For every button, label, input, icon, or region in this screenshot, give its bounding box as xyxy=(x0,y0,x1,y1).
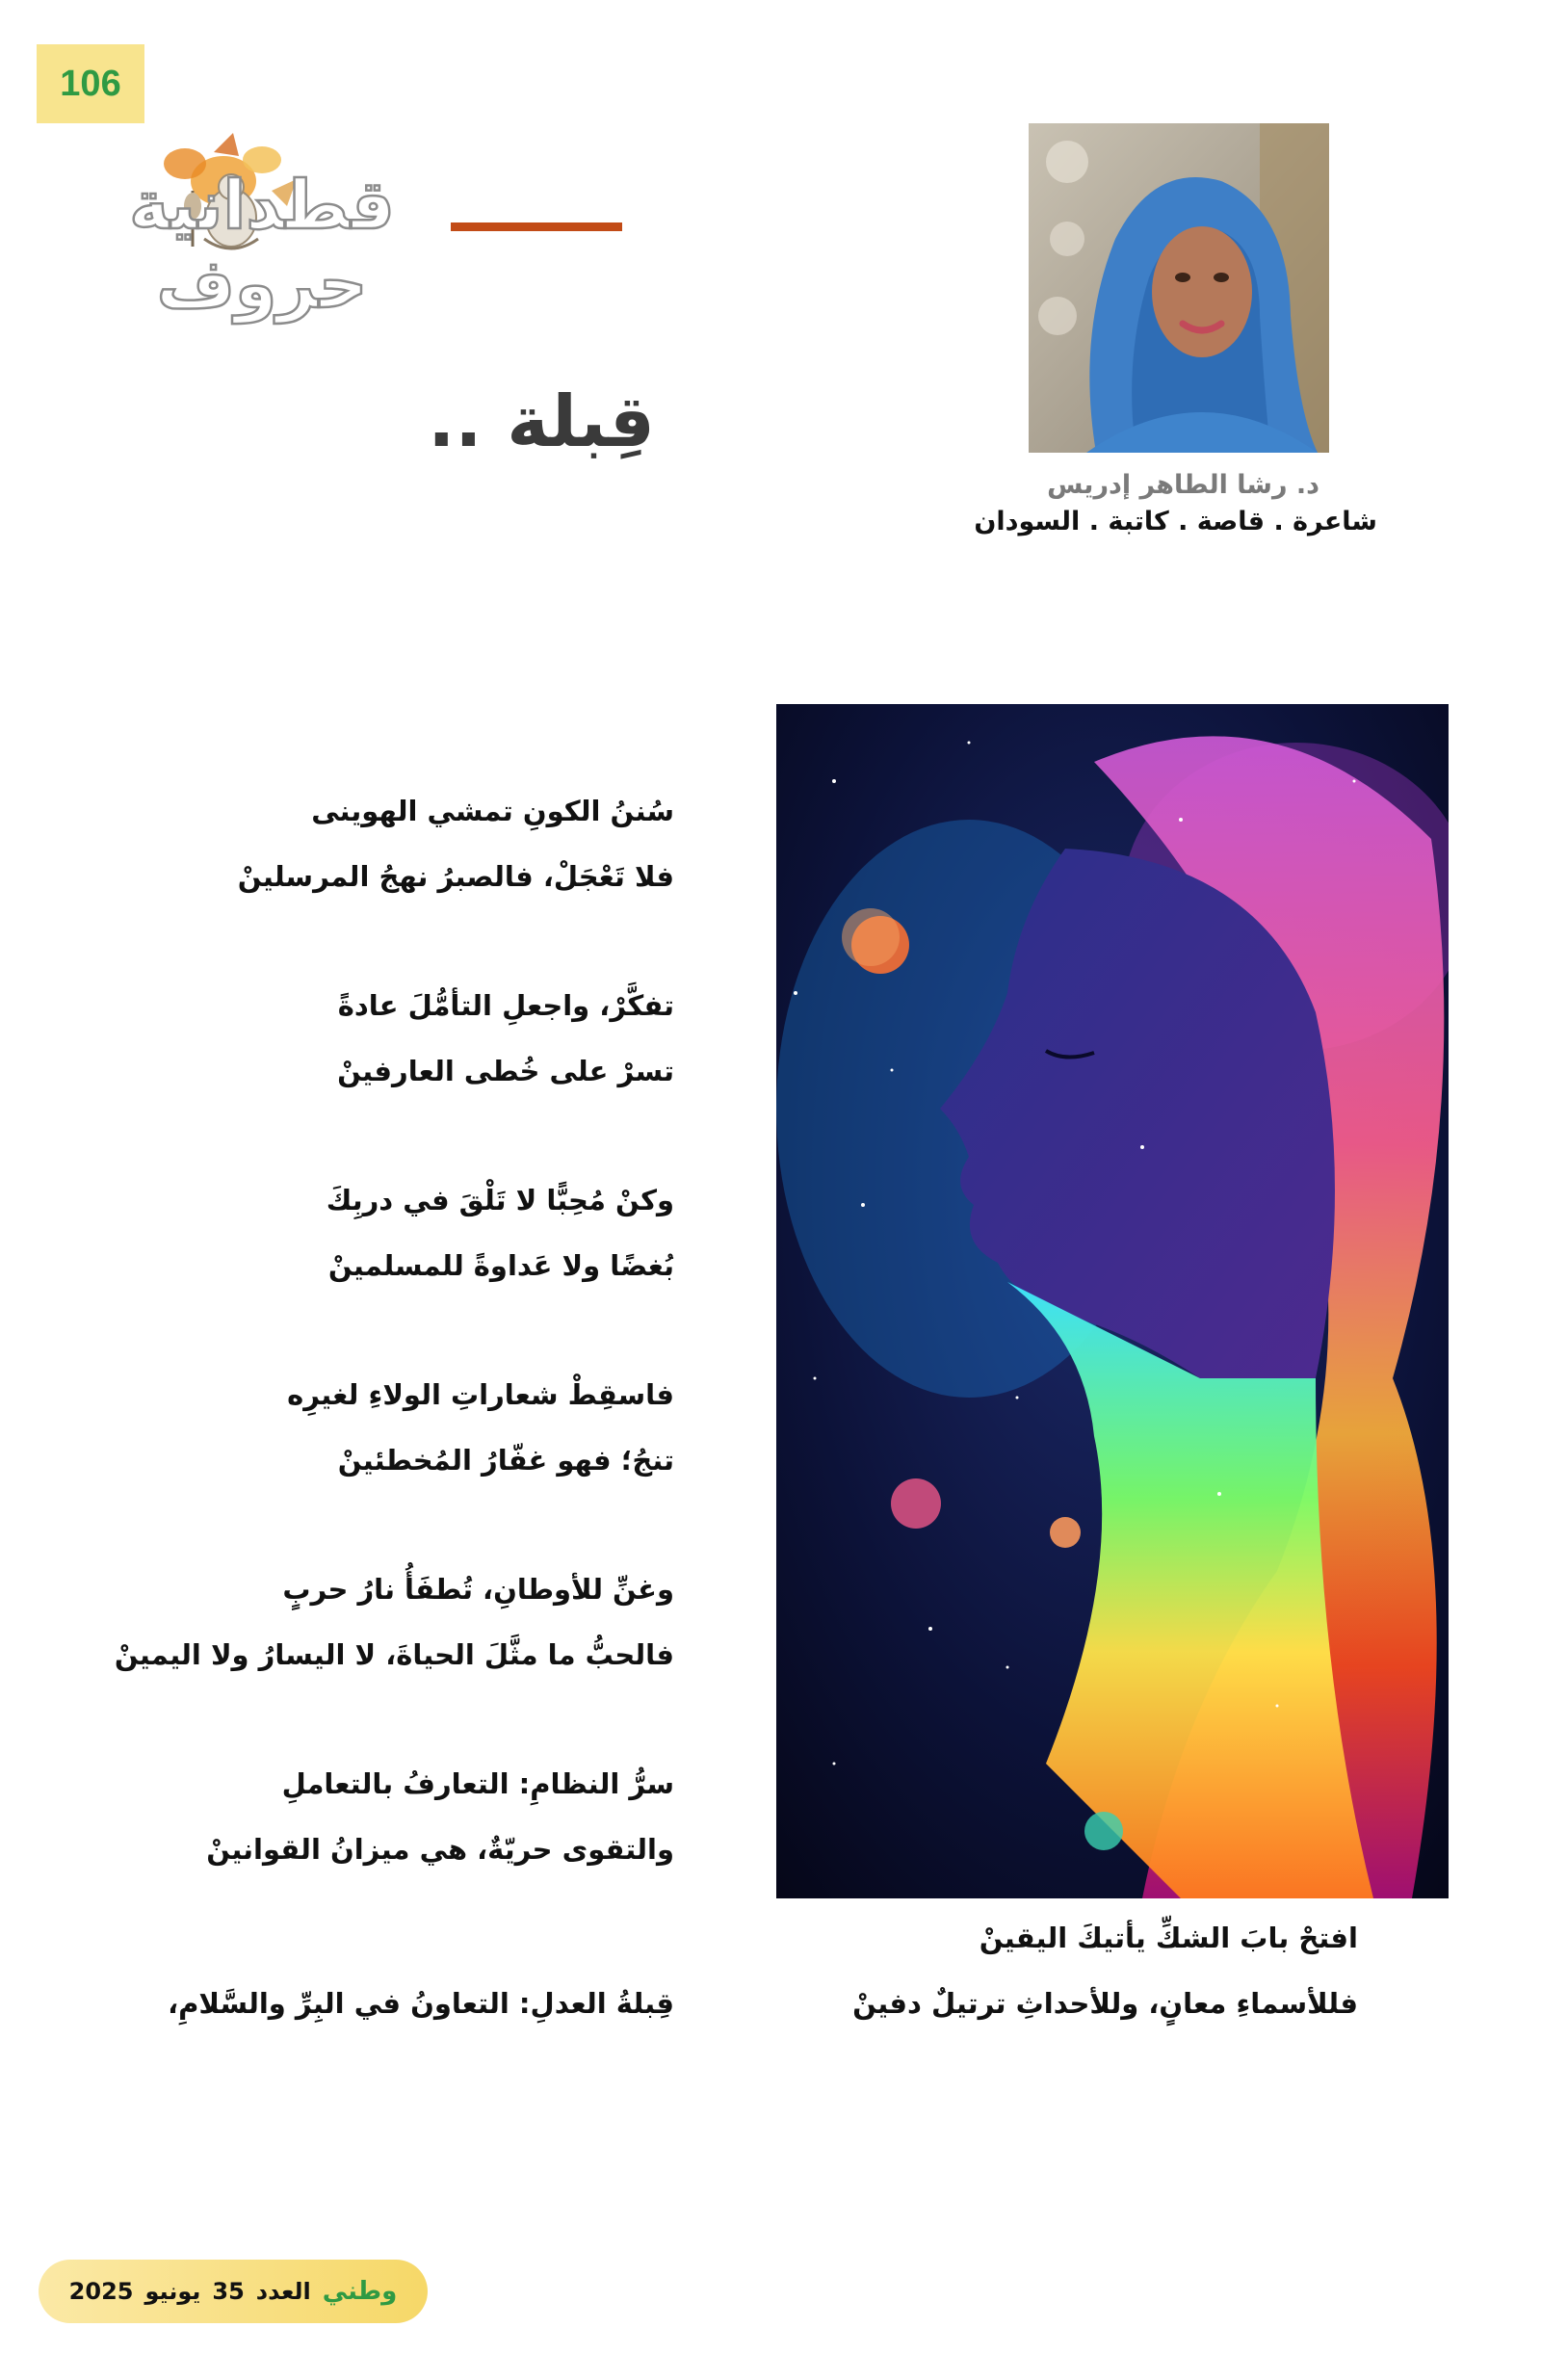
poem-line: فالحبُّ ما مثَّلَ الحياةَ، لا اليسارُ ولا اليمينْ xyxy=(114,1638,674,1671)
issue-year: 2025 xyxy=(68,2278,134,2305)
issue-number: 35 xyxy=(212,2278,245,2305)
poem-line: فلا تَعْجَلْ، فالصبرُ نهجُ المرسلينْ xyxy=(237,860,674,893)
author-bio: شاعرة . قاصة . كاتبة . السودان xyxy=(974,507,1377,536)
poem-line: والتقوى حريّةٌ، هي ميزانُ القوانينْ xyxy=(206,1833,674,1866)
magazine-name: وطني xyxy=(322,2277,398,2306)
poem-body xyxy=(114,778,674,1946)
stanza xyxy=(144,1167,674,1298)
poem-line: وكنْ مُحِبًّا لا تَلْقَ في دربِكَ xyxy=(326,1184,674,1216)
stanza xyxy=(144,778,674,909)
section-logo xyxy=(69,123,435,324)
poem-line: وغنِّ للأوطانِ، تُطفَأُ نارُ حربٍ xyxy=(282,1573,674,1606)
stanza xyxy=(144,1751,674,1882)
poem-right-stanza xyxy=(848,1905,1358,2036)
stanza xyxy=(144,973,674,1104)
issue-label: العدد xyxy=(255,2278,311,2305)
author-name: د. رشا الطاهر إدريس xyxy=(1047,470,1319,500)
stanza xyxy=(114,1556,674,1687)
poem-line: بُغضًا ولا عَداوةً للمسلمينْ xyxy=(327,1249,674,1282)
poem-line: سُننُ الكونِ تمشي الهوينى xyxy=(311,795,674,827)
poem-line: تسرْ على خُطى العارفينْ xyxy=(337,1055,674,1087)
section-divider xyxy=(451,222,622,231)
issue-month: يونيو xyxy=(144,2278,201,2305)
issue-footer xyxy=(39,2260,428,2323)
poem-last-line xyxy=(144,1971,674,2036)
poem-line: سرُّ النظامِ: التعارفُ بالتعاملِ xyxy=(281,1767,674,1800)
page-title: قِبلة .. xyxy=(428,380,655,463)
section-logo-text: قطدانية حروف xyxy=(129,166,395,324)
poem-line: فللأسماءِ معانٍ، وللأحداثِ ترتيلٌ دفينْ xyxy=(852,1987,1358,2020)
poem-line: فاسقِطْ شعاراتِ الولاءِ لغيرِه xyxy=(287,1378,674,1411)
poem-line: قِبلةُ العدلِ: التعاونُ في البِرِّ والسَّلامِ، xyxy=(168,1987,674,2020)
stanza xyxy=(144,1362,674,1493)
poem-line: تفكَّرْ، واجعلِ التأمُّلَ عادةً xyxy=(337,989,674,1022)
cosmic-woman-illustration xyxy=(776,704,1449,1898)
poem-line: تنجُ؛ فهو غفّارُ المُخطئينْ xyxy=(337,1444,674,1477)
author-portrait xyxy=(1029,123,1329,453)
poem-line: افتحْ بابَ الشكِّ يأتيكَ اليقينْ xyxy=(979,1922,1358,1954)
page-number: 106 xyxy=(37,44,144,123)
